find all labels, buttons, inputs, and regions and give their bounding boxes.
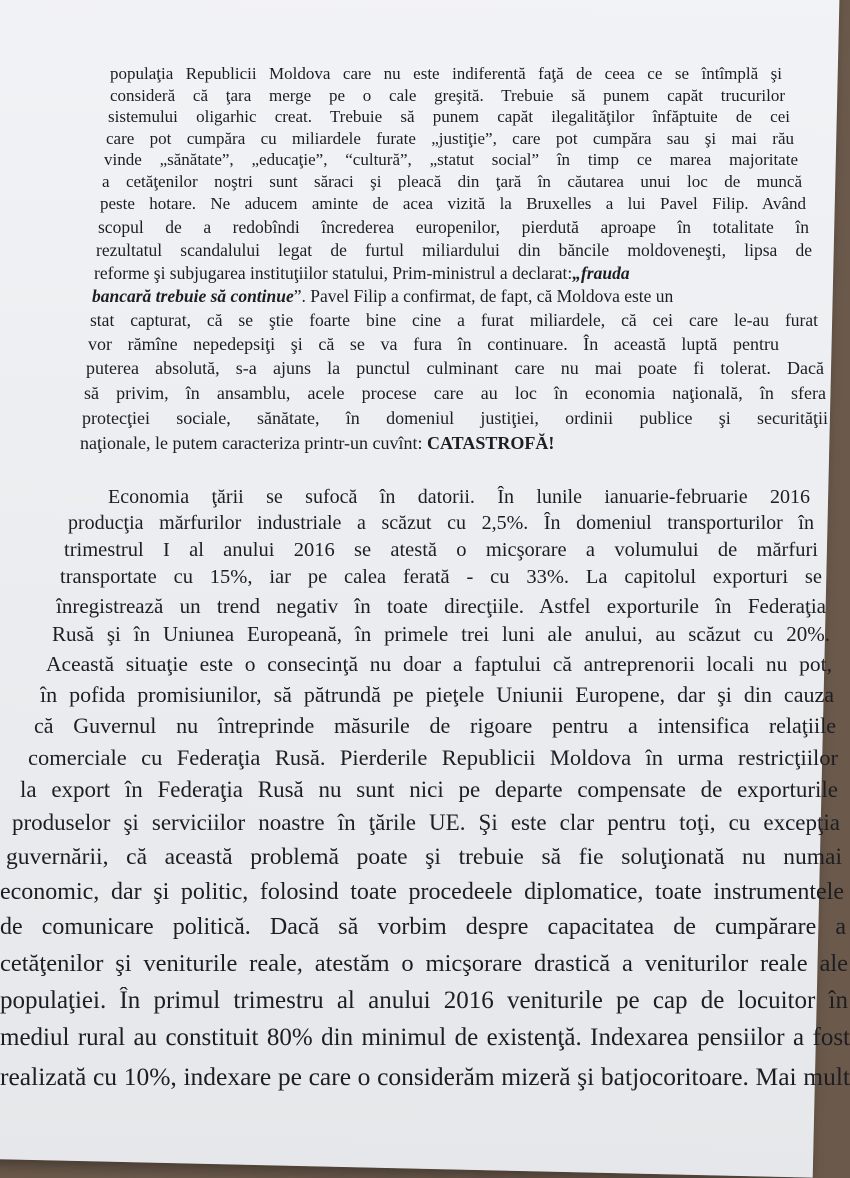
text-segment: reforme şi subjugarea instituţiilor statului, Prim-ministrul a declarat: [94,263,573,283]
text-segment: ”. Pavel Filip a confirmat, de fapt, că Moldova este un [293,286,674,306]
text-line: înregistrează un trend negativ în toate direcţiile. Astfel exporturile în Federaţia [56,594,826,618]
text-line: sistemului oligarhic creat. Trebuie să punem capăt ilegalităţilor înfăptuite de cei [108,107,790,126]
text-line: economic, dar şi politic, folosind toate procedeele diplomatice, toate instrumentele [0,879,844,905]
text-line: rezultatul scandalului legat de furtul miliardului din băncile moldoveneşti, lipsa de [96,240,812,260]
text-line: guvernării, că această problemă poate şi trebuie să fie soluţionată nu numai [6,844,842,870]
text-line: Economia ţării se sufocă în datorii. În lunile ianuarie-februarie 2016 [108,486,810,508]
text-line: comerciale cu Federaţia Rusă. Pierderile Republicii Moldova în urma restricţiilor [28,745,838,770]
text-line: a cetăţenilor noştri sunt săraci şi pleacă din ţară în căutarea unui loc de muncă [102,172,802,191]
text-line: cetăţenilor şi veniturile reale, atestăm o micşorare drastică a veniturilor reale ale [0,950,848,977]
text-line: transportate cu 15%, iar pe calea ferată - cu 33%. La capitolul exporturi se [60,566,822,588]
text-line: stat capturat, că se ştie foarte bine cine a furat miliardele, că cei care le-au furat [90,310,818,330]
text-line: că Guvernul nu întreprinde măsurile de rigoare pentru a intensifica relaţiile [34,713,836,738]
text-line: realizată cu 10%, indexare pe care o considerăm mizeră şi batjocoritoare. Mai mult [0,1062,850,1091]
text-line: Această situaţie este o consecinţă nu doar a faptului că antreprenorii locali nu pot, [46,652,832,676]
text-line-final [80,433,700,454]
text-line-quote [92,286,816,307]
catastrophe-word: CATASTROFĂ! [426,433,555,453]
text-line: în pofida promisiunilor, să pătrundă pe pieţele Uniunii Europene, dar şi din cauza [40,682,834,707]
quote-start: „frauda [572,263,630,283]
text-line: care pot cumpăra cu miliardele furate „justiţie”, care pot cumpăra sau şi mai rău [106,129,794,148]
text-segment: naţionale, le putem caracteriza printr-un cuvînt: [80,433,423,453]
text-line: să privim, în ansamblu, acele procese care au loc în economia naţională, în sfera [84,383,826,403]
text-line: populaţiei. În primul trimestru al anului 2016 veniturile pe cap de locuitor în [0,987,848,1014]
text-line: peste hotare. Ne aducem aminte de acea vizită la Bruxelles a lui Pavel Filip. Având [100,194,806,213]
text-line: protecţiei sociale, sănătate, în domeniul justiţiei, ordinii publice şi securităţii [82,408,828,428]
text-line: scopul de a redobîndi încrederea europenilor, pierdută aproape în totalitate în [98,217,809,237]
text-line: trimestrul I al anului 2016 se atestă o micşorare a volumului de mărfuri [64,539,818,561]
text-line: consideră că ţara merge pe o cale greşită. Trebuie să punem capăt trucurilor [110,86,785,105]
text-line: populaţia Republicii Moldova care nu este indiferentă faţă de ceea ce se întîmplă şi [110,64,782,83]
text-line: vinde „sănătate”, „educaţie”, “cultură”, „statut social” în timp ce marea majoritate [104,150,798,169]
text-line: de comunicare politică. Dacă să vorbim despre capacitatea de cumpărare a [0,914,846,940]
text-line: produselor şi serviciilor noastre în ţările UE. Şi este clar pentru toţi, cu excepţia [12,810,840,835]
text-line: vor rămîne nepedepsiţi şi că se va fura în continuare. În această luptă pentru [88,334,779,354]
text-line: mediul rural au constituit 80% din minimul de existenţă. Indexarea pensiilor a fost [0,1024,850,1051]
text-line: Rusă şi în Uniunea Europeană, în primele trei luni ale anului, au scăzut cu 20%. [52,622,830,646]
text-line: puterea absolută, s-a ajuns la punctul culminant care nu mai poate fi tolerat. Dacă [86,358,824,378]
quote-bold: bancară trebuie să continue [92,286,294,306]
text-line: la export în Federaţia Rusă nu sunt nici pe departe compensate de exporturile [20,777,838,802]
text-line-quote [94,263,814,284]
text-line: producţia mărfurilor industriale a scăzut cu 2,5%. În domeniul transporturilor în [68,512,814,534]
